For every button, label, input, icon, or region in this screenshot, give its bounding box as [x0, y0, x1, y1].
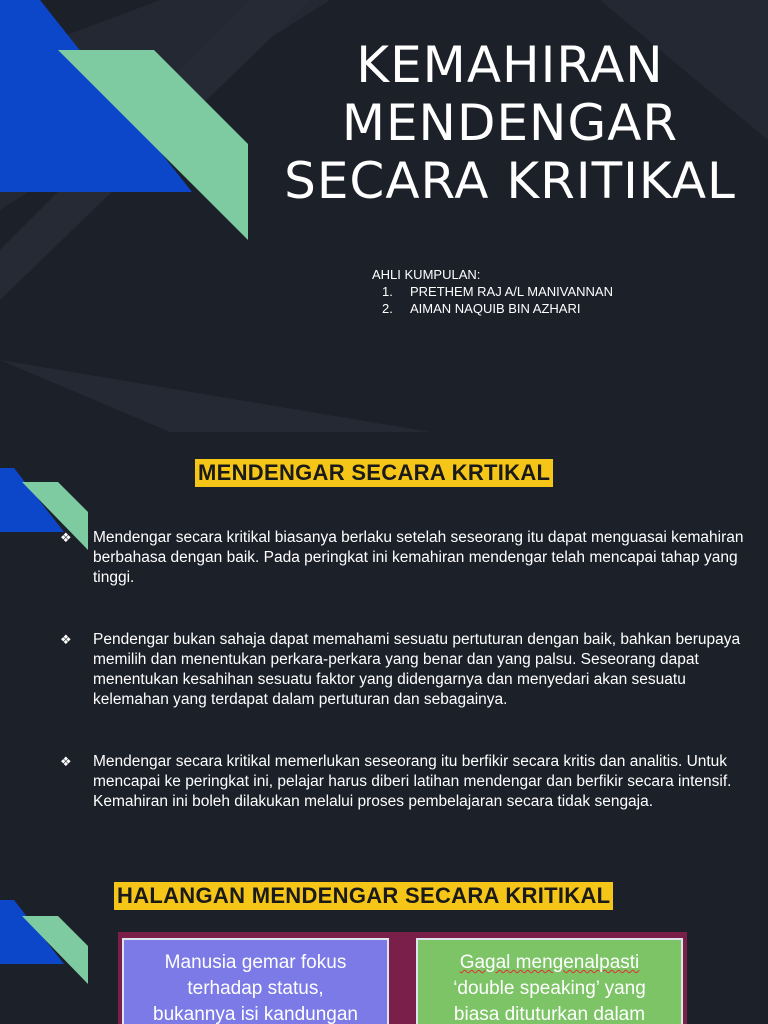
dark-stripe-bottom: [0, 360, 430, 432]
bullet-list: [60, 528, 750, 812]
diamond-bullet-icon: ❖: [60, 632, 72, 647]
title-slide: [0, 0, 768, 432]
bullet-item: [60, 528, 750, 588]
members-heading: AHLI KUMPULAN:: [372, 267, 481, 282]
diamond-bullet-icon: ❖: [60, 754, 72, 769]
bullet-text: Mendengar secara kritikal biasanya berlaku setelah seseorang itu dapat menguasai kemahiran berbahasa dengan baik. Pada peringkat ini kemahiran mendengar telah mencapai tahap yang tinggi.: [93, 529, 744, 586]
obstacles-slide: [0, 864, 768, 1024]
box-line: ‘double speaking’ yang: [453, 978, 646, 999]
box-line: Manusia gemar fokus: [164, 952, 347, 973]
member-item: [372, 283, 613, 300]
section-heading: MENDENGAR SECARA KRTIKAL: [195, 459, 553, 487]
member-number: 2.: [382, 301, 393, 316]
box-line: bukannya isi kandungan: [153, 1004, 358, 1024]
bullet-text: Mendengar secara kritikal memerlukan seseorang itu berfikir secara kritis dan analitis. Untuk mencapai ke peringkat ini, pelajar harus diberi latihan mendengar dan berfikir secara intensif. Kemahiran ini boleh dilakukan melalui proses pembelajaran secara tidak sengaja.: [93, 753, 732, 810]
bullet-text: Pendengar bukan sahaja dapat memahami sesuatu pertuturan dengan baik, bahkan berupaya memilih dan menentukan perkara-perkara yang benar dan yang palsu. Seseorang dapat menentukan kesahihan sesuatu faktor yang didengarnya dan menyedari akan sesuatu kelemahan yang terdapat dalam pertuturan dan sebagainya.: [93, 631, 741, 708]
member-item: [372, 300, 613, 317]
group-members: [372, 266, 613, 317]
box-line: Gagal mengenalpasti: [459, 952, 640, 973]
slide-title: [270, 36, 750, 210]
member-number: 1.: [382, 284, 393, 299]
member-name: AIMAN NAQUIB BIN AZHARI: [410, 301, 581, 316]
box-line: biasa dituturkan dalam: [453, 1004, 646, 1024]
obstacle-box-status: [122, 938, 389, 1024]
members-list: [372, 283, 613, 317]
bullet-item: [60, 752, 750, 812]
obstacle-box-double-speaking: [416, 938, 683, 1024]
title-line-2: MENDENGAR: [341, 94, 679, 152]
section-heading: HALANGAN MENDENGAR SECARA KRITIKAL: [114, 882, 613, 910]
title-line-1: KEMAHIRAN: [356, 36, 664, 94]
bullet-item: [60, 630, 750, 710]
box-line: terhadap status,: [187, 978, 324, 999]
diamond-bullet-icon: ❖: [60, 530, 72, 545]
member-name: PRETHEM RAJ A/L MANIVANNAN: [410, 284, 613, 299]
content-slide: [0, 432, 768, 864]
title-line-3: SECARA KRITIKAL: [284, 152, 736, 210]
